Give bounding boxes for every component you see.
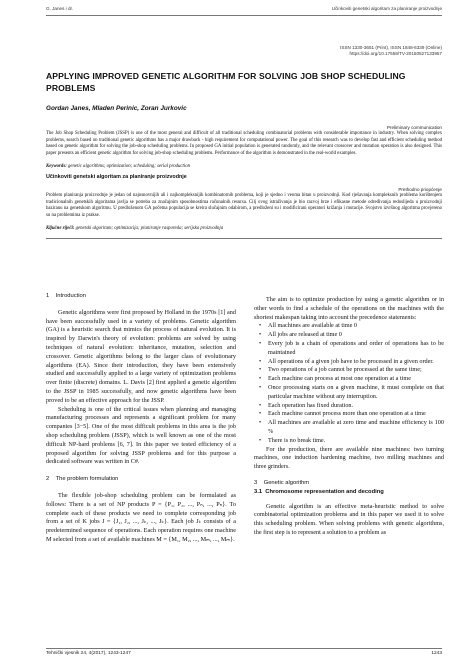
footer-rule [46,648,442,649]
section-2-title: The problem formulation [55,476,119,483]
list-item: • All jobs are released at time 0 [268,331,444,340]
keywords-label-hr: Ključne riječi: [46,226,75,231]
paper-title [46,71,442,94]
paper-title-line-2: PROBLEMS [46,82,96,93]
section-3-title: Genetic algorithm [263,479,310,486]
keywords-hr [46,226,442,233]
keywords-values: genetic algorithms; optimization; scheduling; serial production [68,164,190,169]
section-1-number: 1 [46,293,50,299]
list-item: • Each machine can process at most one operation at a time [268,375,444,384]
paper-authors: Gordan Janes, Mladen Perinic, Zoran Jurkovic [46,105,187,112]
journal-citation: Tehnički vjesnik 24, 4(2017), 1243-1247 [46,651,131,656]
abstract-rule [46,238,442,239]
abstract-hr: Problem planiranja proizvodnje je jedan od najosnovnijih ali i najkompleksnijih kombinatornih problema, koji je sjedno i veoma bitan u proizvodnji. Kod rješavanja kompleksnih problema korištenjem tradicionalnih genetskih algoritama javlja se potreba za značajnim sposobnostima računalnih resursa. Cilj ovog istraživanja je bio razvoj brze i efikasne metode određivanja redoslijeda u proizvodnji baziranu na genetskom algoritmu. U predloženom GA početna populacija se kreira slučajnim odabirom, a predloženi su i modificirani operatori križanja i mutacije. Svojstvo izvršnog algoritma provjereno su na problemima iz prakse. [46,193,442,218]
list-item: • All operations of a given job have to be processed in a given order. [268,358,444,367]
issn-block [340,45,442,58]
section-1-title: Introduction [55,293,86,299]
list-item: • Once processing starts on a given machine, it must complete on that particular machine without any interruption. [268,384,444,402]
header-rule [46,15,442,16]
section-2-number: 2 [46,476,50,483]
paper-title-hr: Učinkoviti genetski algoritam za planiranje proizvodnje [46,174,187,180]
section-2-heading [46,475,236,484]
section-3-1-number: 3.1 [254,488,263,495]
section-3-number: 3 [254,479,258,486]
machines-paragraph: For the production, there are available nine machines: two turning machines, one induction hardening machine, two milling machines and three grinders. [254,445,444,471]
doi-link[interactable]: https://doi.org/10.17559/TV-20150527133957 [349,51,442,57]
paper-title-line-1: APPLYING IMPROVED GENETIC ALGORITHM FOR SOLVING JOB SHOP SCHEDULING [46,71,406,81]
formulation-paragraph: The flexible job-shop scheduling problem can be formulated as follows: There is a set of NP products P = {P₁, P₂, ..., Pₙ, ..., Pₙ}. To complete each of these products we need to complete corresponding job from a set of K jobs J = {J₁, J₂, ..., Jₖ, ..., Jₖ}. Each job Jₖ consists of a predetermined sequence of operations. Each operation requires one machine M selected from a set of available machines M = {M₁, M₂, ..., Mₘ, ..., Mₘ}. [46,491,236,543]
list-item: • All machines are available at zero time and machine efficiency is 100 % [268,419,444,437]
section-3-1-heading [254,488,444,497]
paper-type-hr: Prethodno priopćenje [398,187,442,192]
list-item: • Every job is a chain of operations and order of operations has to be maintained [268,340,444,358]
page-number: 1243 [431,651,442,656]
precedence-list [254,322,444,445]
keywords-en [46,164,442,171]
list-item: • There is no break time. [268,437,444,446]
list-item: • Two operations of a job cannot be processed at the same time; [268,366,444,375]
list-item: • All machines are available at time 0 [268,322,444,331]
right-column [254,296,444,538]
keywords-label: Keywords: [46,164,67,169]
intro-paragraph-1: Genetic algorithms were first proposed by Holland in the 1970s [1] and have been successfully used in a variety of problems. Genetic algorithm (GA) is a heuristic search that mimics the process of natural evolution. It is inspired by Darwin's theory of evolution: problems are solved by using techniques of natural evolution: inheritance, mutation, selection and crossover. Genetic algorithms belong to the larger class of evolutionary algorithms (EA). Since their introduction, they have been extensively studied and successfully applied to a large variety of optimization problems over finite (discrete) domains. L. Davis [2] first applied a genetic algorithm to the JSSP in 1985 successfully, and now genetic algorithms have been proved to be an effective approach for the JSSP. [46,308,236,404]
section-1-heading [46,292,236,301]
abstract-en: The Job Shop Scheduling Problem (JSSP) is one of the most general and difficult of all traditional scheduling combinatorial problems with considerable importance in industry. When solving complex problems, search based on traditional genetic algorithms has a major drawback - high requirement for computational power. The goal of this research was to develop fast and efficient scheduling method based on genetic algorithm for solving the job-shop scheduling problems. In proposed GA initial population is generated randomly, and the relevant crossover and mutation operation is also designed. This paper presents an efficient genetic algorithm for solving job-shop scheduling problems. Performance of the algorithm is demonstrated in the real-world examples. [46,131,442,156]
intro-paragraph-2: Scheduling is one of the critical issues when planning and managing manufacturing processes and represents a significant problem for many companies [3−5]. One of the most difficult problems in this area is the job shop scheduling problem (JSSP), which is well known as one of the most difficult NP-hard problems [6, 7]. In this paper we tested efficiency of a proposed algorithm for solving JSSP problems and for this purpose a dedicated software was written in C#. [46,405,236,466]
section-3-heading [254,479,444,488]
paper-type-en: Preliminary communication [386,125,442,130]
running-header-authors: G. Janes i dr. [46,6,74,11]
left-column [46,292,236,545]
running-header-title: Učinkoviti genetski algoritam za planiranje proizvodnje [331,6,442,11]
keywords-values-hr: genetski algoritam; optimizacija; planiranje rasporeda; serijska proizvodnja [75,226,224,231]
list-item: • Each machine cannot process more than one operation at a time [268,410,444,419]
list-item: • Each operation has fixed duration. [268,402,444,411]
aim-paragraph: The aim is to optimize production by using a genetic algorithm or in other words to find a schedule of the operations on the machines with the shortest makespan taking into account the precedence statements: [254,296,444,321]
issn-line: ISSN 1330-3651 (Print), ISSN 1848-6339 (Online) [340,45,442,50]
section-3-1-title: Chromosome representation and decoding [265,488,384,495]
genetic-algorithm-paragraph: Genetic algorithm is an effective meta-heuristic method to solve combinatorial optimization problems and in this paper we used it to solve this scheduling problem. When solving problems with genetic algorithms, the first step is to represent a solution to a problem as [254,502,444,536]
